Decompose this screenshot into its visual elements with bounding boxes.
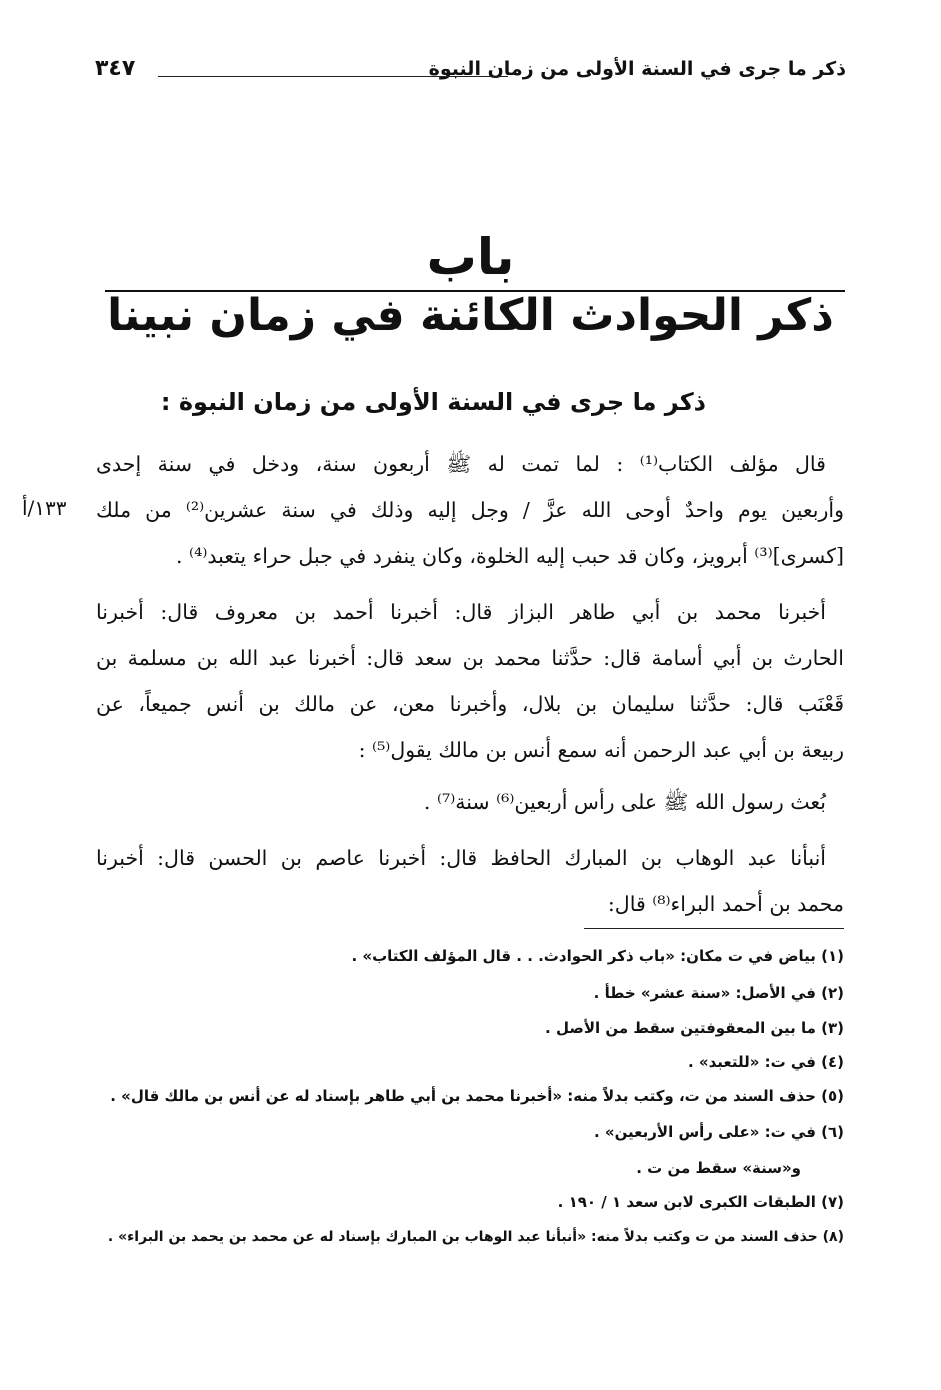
body-line: أخبرنا محمد بن أبي طاهر البزاز قال: أخبرنا أحمد بن معروف قال: أخبرنا — [96, 600, 826, 624]
chapter-word: باب — [426, 228, 515, 286]
footnote: (٨) حذف السند من ت وكتب بدلاً منه: «أنبأنا عبد الوهاب بن المبارك بإسناد له عن محمد بن يحمد بن البراء» . — [107, 1229, 844, 1245]
chapter-title: ذكر الحوادث الكائنة في زمان نبينا — [107, 290, 834, 341]
body-line: [كسرى]⁽³⁾ أبرويز، وكان قد حبب إليه الخلوة، وكان ينفرد في جبل حراء يتعبد⁽⁴⁾ . — [176, 544, 844, 568]
footnote-continuation: و«سنة» سقط من ت . — [636, 1159, 801, 1177]
body-line: محمد بن أحمد البراء⁽⁸⁾ قال: — [607, 892, 844, 916]
body-line: بُعث رسول الله ﷺ على رأس أربعين⁽⁶⁾ سنة⁽⁷⁾ . — [423, 790, 826, 814]
margin-folio-note: ١٣٣/أ — [22, 496, 67, 520]
footnote: (٣) ما بين المعقوفتين سقط من الأصل . — [545, 1019, 844, 1037]
page-number: ٣٤٧ — [95, 56, 136, 81]
footnote: (٧) الطبقات الكبرى لابن سعد ١ / ١٩٠ . — [557, 1193, 844, 1211]
body-line: قال مؤلف الكتاب⁽¹⁾ : لما تمت له ﷺ أربعون سنة، ودخل في سنة إحدى — [96, 452, 826, 476]
body-line: وأربعين يوم واحدٌ أوحى الله عزَّ / وجل إليه وذلك في سنة عشرين⁽²⁾ من ملك — [96, 498, 844, 522]
body-line: قَعْنَب قال: حدَّثنا سليمان بن بلال، وأخبرنا معن، عن مالك بن أنس جميعاً، عن — [96, 692, 844, 716]
footnote-rule — [584, 928, 844, 929]
footnote: (٦) في ت: «على رأس الأربعين» . — [593, 1123, 844, 1141]
body-line: ربيعة بن أبي عبد الرحمن أنه سمع أنس بن مالك يقول⁽⁵⁾ : — [358, 738, 844, 762]
footnote: (٤) في ت: «للتعبد» . — [687, 1053, 844, 1071]
running-head: ذكر ما جرى في السنة الأولى من زمان النبوة — [428, 58, 846, 80]
footnote: (٢) في الأصل: «سنة عشر» خطأ . — [593, 984, 844, 1002]
footnote: (٥) حذف السند من ت، وكتب بدلاً منه: «أخبرنا محمد بن أبي طاهر بإسناد له عن أنس بن مالك قال» . — [110, 1087, 844, 1105]
body-line: الحارث بن أبي أسامة قال: حدَّثنا محمد بن سعد قال: أخبرنا عبد الله بن مسلمة بن — [96, 646, 844, 670]
footnote: (١) بياض في ت مكان: «باب ذكر الحوادث. . . قال المؤلف الكتاب» . — [351, 947, 844, 965]
header-rule — [158, 76, 508, 77]
section-title: ذكر ما جرى في السنة الأولى من زمان النبوة : — [160, 388, 706, 416]
body-line: أنبأنا عبد الوهاب بن المبارك الحافظ قال: أخبرنا عاصم بن الحسن قال: أخبرنا — [96, 846, 826, 870]
